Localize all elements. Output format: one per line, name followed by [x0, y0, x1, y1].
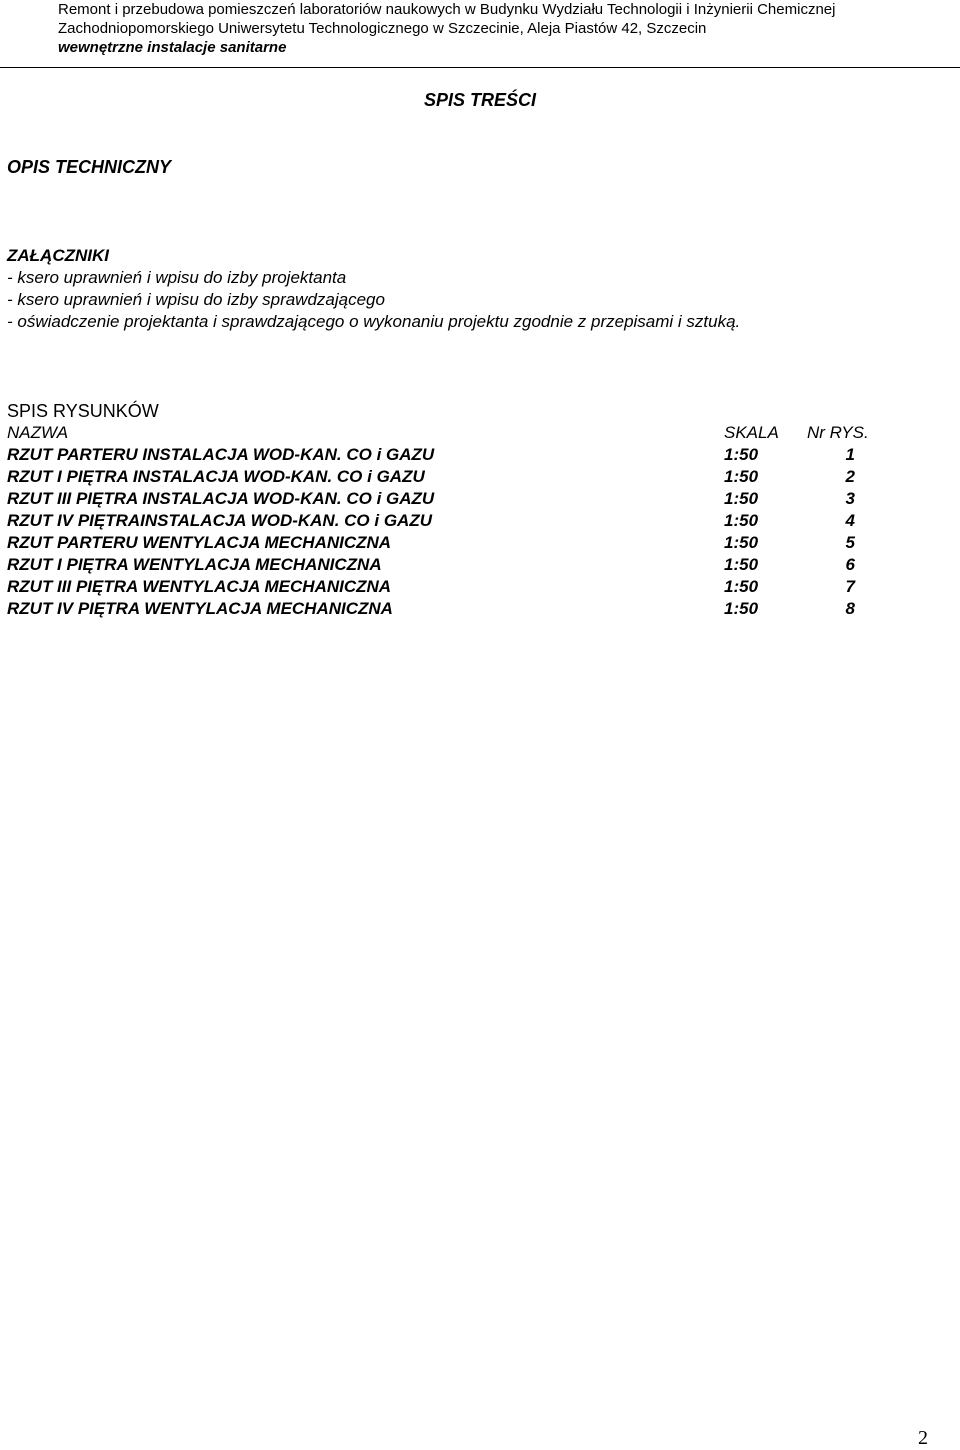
technical-description-heading: OPIS TECHNICZNY: [7, 157, 172, 177]
drawing-number: 8: [845, 599, 855, 618]
header-address-line: Zachodniopomorskiego Uniwersytetu Technologicznego w Szczecinie, Aleja Piastów 42, Szczecin: [58, 20, 707, 37]
header-section-line: wewnętrzne instalacje sanitarne: [58, 39, 287, 56]
attachments-section: [7, 245, 740, 333]
drawing-scale: 1:50: [724, 445, 759, 464]
attachment-item: - oświadczenie projektanta i sprawdzającego o wykonaniu projektu zgodnie z przepisami i sztuką.: [7, 312, 741, 331]
drawing-scale: 1:50: [724, 511, 759, 530]
drawing-name: RZUT III PIĘTRA WENTYLACJA MECHANICZNA: [7, 577, 392, 596]
attachment-item: - ksero uprawnień i wpisu do izby projektanta: [7, 268, 347, 287]
drawing-row: [7, 576, 907, 598]
drawing-name: RZUT IV PIĘTRA WENTYLACJA MECHANICZNA: [7, 599, 393, 618]
drawing-scale: 1:50: [724, 577, 759, 596]
drawings-header-row: [7, 422, 907, 444]
drawing-number: 6: [845, 555, 855, 574]
drawing-row: [7, 444, 907, 466]
drawing-name: RZUT I PIĘTRA INSTALACJA WOD-KAN. CO i GAZU: [7, 467, 425, 486]
drawing-number: 7: [845, 577, 855, 596]
drawing-row: [7, 598, 907, 620]
drawing-scale: 1:50: [724, 555, 759, 574]
drawing-name: RZUT PARTERU INSTALACJA WOD-KAN. CO i GAZU: [7, 445, 435, 464]
drawing-row: [7, 466, 907, 488]
drawing-number: 4: [845, 511, 855, 530]
page-header: [58, 0, 938, 57]
column-header-scale: SKALA: [724, 423, 779, 442]
drawing-row: [7, 554, 907, 576]
drawing-name: RZUT I PIĘTRA WENTYLACJA MECHANICZNA: [7, 555, 382, 574]
header-divider: [0, 67, 960, 68]
column-header-name: NAZWA: [7, 423, 69, 442]
attachment-item: - ksero uprawnień i wpisu do izby sprawdzającego: [7, 290, 385, 309]
drawing-name: RZUT IV PIĘTRAINSTALACJA WOD-KAN. CO i GAZU: [7, 511, 432, 530]
drawing-scale: 1:50: [724, 467, 759, 486]
drawings-heading: SPIS RYSUNKÓW: [7, 401, 159, 421]
drawing-row: [7, 510, 907, 532]
drawing-row: [7, 532, 907, 554]
column-header-number: Nr RYS.: [807, 423, 869, 442]
drawing-scale: 1:50: [724, 489, 759, 508]
page-title: SPIS TREŚCI: [423, 90, 537, 110]
drawing-name: RZUT III PIĘTRA INSTALACJA WOD-KAN. CO i GAZU: [7, 489, 435, 508]
attachments-heading: ZAŁĄCZNIKI: [7, 246, 109, 265]
drawing-number: 2: [845, 467, 855, 486]
drawing-number: 5: [845, 533, 855, 552]
page-number: 2: [918, 1427, 928, 1449]
drawings-list: [7, 400, 907, 620]
drawing-name: RZUT PARTERU WENTYLACJA MECHANICZNA: [7, 533, 392, 552]
drawing-row: [7, 488, 907, 510]
header-project-line: Remont i przebudowa pomieszczeń laboratoriów naukowych w Budynku Wydziału Technologii i Inżynierii Chemicznej: [58, 1, 836, 18]
drawing-number: 3: [845, 489, 855, 508]
drawing-number: 1: [845, 445, 855, 464]
drawing-scale: 1:50: [724, 533, 759, 552]
drawing-scale: 1:50: [724, 599, 759, 618]
